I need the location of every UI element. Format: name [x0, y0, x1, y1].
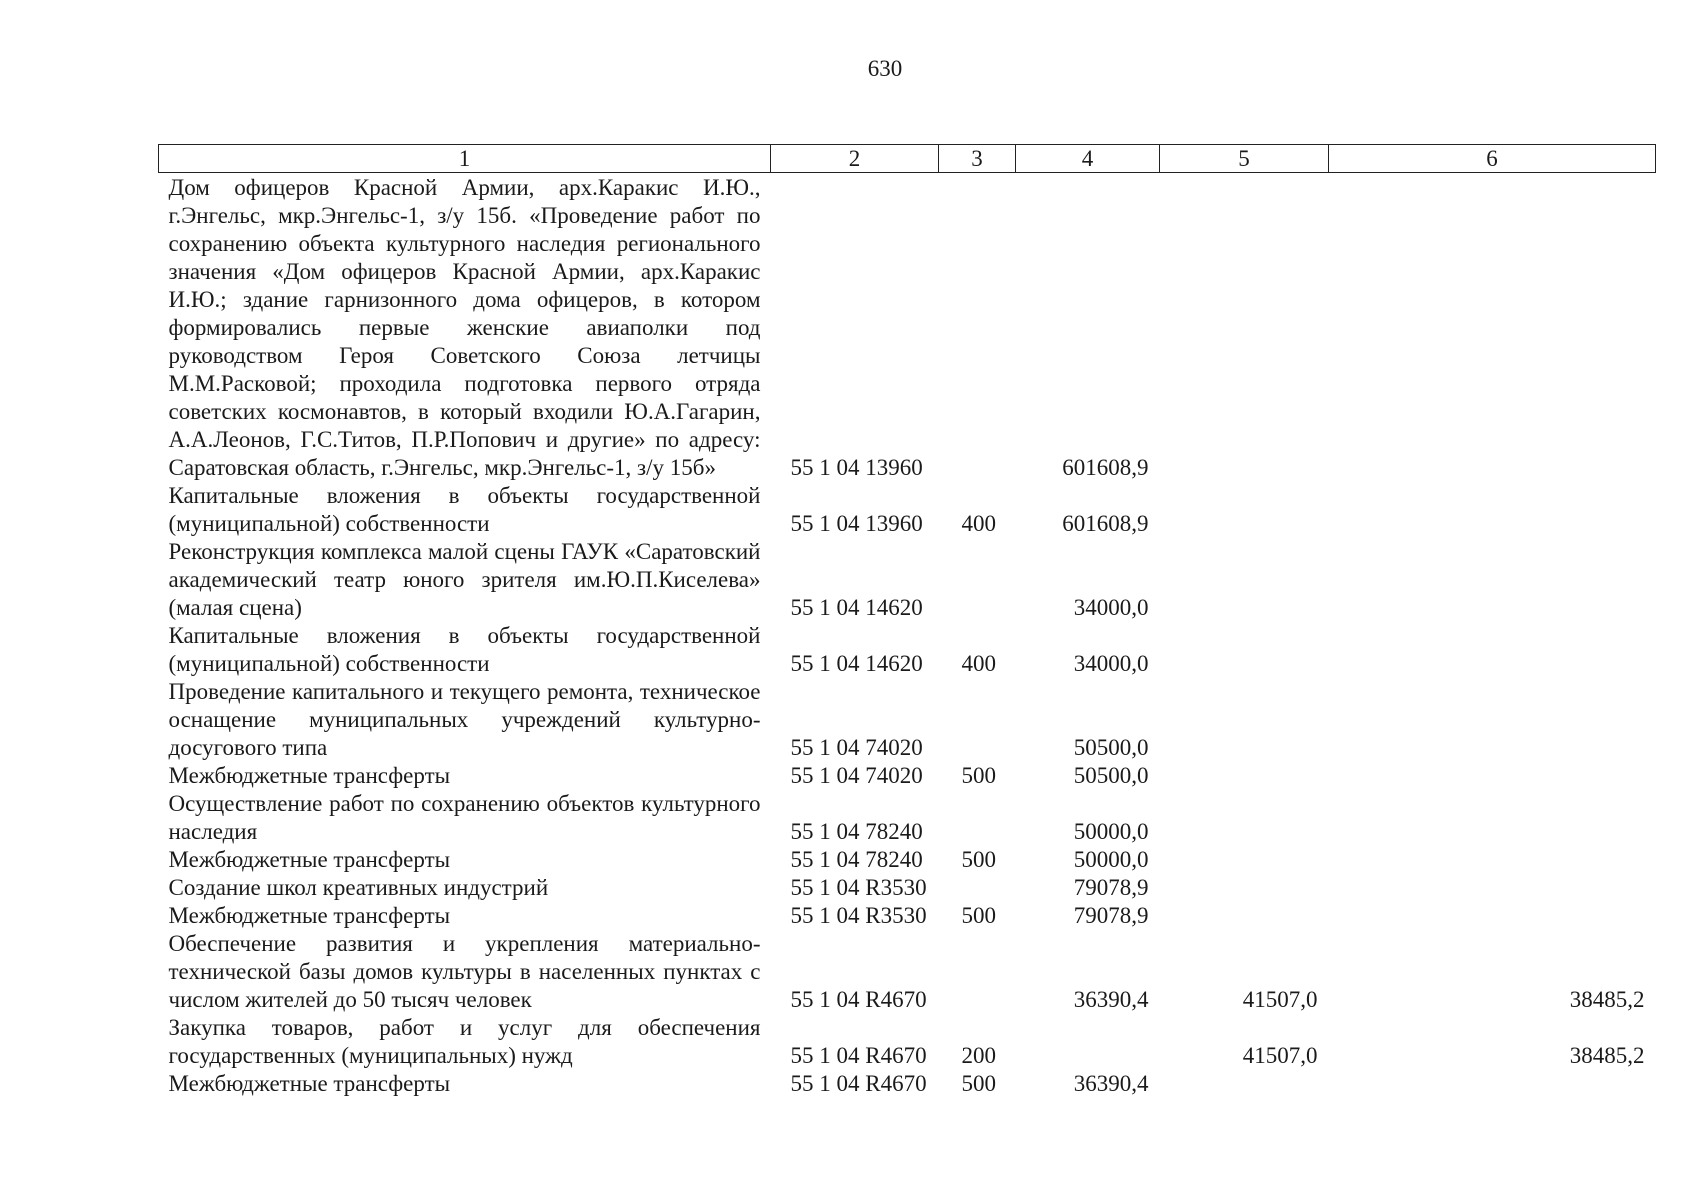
- row-value-4-cell: 601608,9: [1062, 455, 1149, 480]
- row-type-cell: [939, 678, 1016, 762]
- page-number: 630: [867, 56, 903, 81]
- row-value-4-cell: 36390,4: [1073, 987, 1149, 1012]
- row-value-6-cell: 38485,2: [1569, 1043, 1645, 1068]
- header-col-3: 3: [939, 145, 1016, 173]
- row-code-cell: 55 1 04 R4670: [790, 1071, 927, 1096]
- row-type-cell: 400: [961, 511, 996, 536]
- row-code-cell: 55 1 04 R4670: [790, 987, 927, 1012]
- table-row: [159, 930, 1656, 1014]
- row-value-5-cell: [1160, 678, 1329, 762]
- row-value-5-cell: [1160, 790, 1329, 846]
- row-value-6-cell: [1329, 1070, 1656, 1098]
- row-value-6-cell: [1329, 482, 1656, 538]
- row-value-6-cell: [1329, 762, 1656, 790]
- row-value-5-cell: 41507,0: [1242, 1043, 1318, 1068]
- row-name-cell: Реконструкция комплекса малой сцены ГАУК «Саратовский академический театр юного зрителя им.Ю.П.Киселева» (малая сцена): [168, 539, 761, 620]
- row-value-6-cell: [1329, 678, 1656, 762]
- table-row: [159, 1014, 1656, 1070]
- row-code-cell: 55 1 04 78240: [790, 819, 923, 844]
- row-value-5-cell: [1160, 482, 1329, 538]
- row-type-cell: [939, 173, 1016, 483]
- header-col-4: 4: [1016, 145, 1160, 173]
- row-name-cell: Проведение капитального и текущего ремонта, техническое оснащение муниципальных учреждений культурно-досугового типа: [168, 679, 761, 760]
- header-col-2: 2: [771, 145, 939, 173]
- table-row: [159, 762, 1656, 790]
- row-value-5-cell: [1160, 874, 1329, 902]
- row-value-4-cell: 50500,0: [1073, 735, 1149, 760]
- row-value-4-cell: 34000,0: [1073, 595, 1149, 620]
- row-value-6-cell: [1329, 790, 1656, 846]
- row-value-5-cell: [1160, 902, 1329, 930]
- row-type-cell: [939, 790, 1016, 846]
- row-code-cell: 55 1 04 14620: [790, 651, 923, 676]
- row-value-4-cell: 50000,0: [1073, 819, 1149, 844]
- table-header: [159, 145, 1656, 173]
- row-value-5-cell: [1160, 538, 1329, 622]
- row-code-cell: 55 1 04 78240: [790, 847, 923, 872]
- row-code-cell: 55 1 04 R3530: [790, 875, 927, 900]
- row-name-cell: Межбюджетные трансферты: [168, 847, 451, 872]
- row-value-4-cell: 79078,9: [1073, 903, 1149, 928]
- row-code-cell: 55 1 04 74020: [790, 735, 923, 760]
- table-row: [159, 173, 1656, 483]
- row-value-4-cell: 36390,4: [1073, 1071, 1149, 1096]
- row-value-4-cell: 34000,0: [1073, 651, 1149, 676]
- row-type-cell: [939, 874, 1016, 902]
- row-value-6-cell: [1329, 846, 1656, 874]
- table-row: [159, 482, 1656, 538]
- row-type-cell: [939, 930, 1016, 1014]
- row-value-5-cell: [1160, 173, 1329, 483]
- table-row: [159, 622, 1656, 678]
- row-value-5-cell: [1160, 622, 1329, 678]
- table-body: [159, 173, 1656, 1099]
- row-type-cell: 500: [961, 903, 996, 928]
- table-row: [159, 790, 1656, 846]
- header-col-1: 1: [159, 145, 771, 173]
- row-value-4-cell: 601608,9: [1062, 511, 1149, 536]
- row-code-cell: 55 1 04 R3530: [790, 903, 927, 928]
- row-name-cell: Межбюджетные трансферты: [168, 763, 451, 788]
- row-type-cell: [939, 538, 1016, 622]
- header-col-5: 5: [1160, 145, 1329, 173]
- row-value-6-cell: [1329, 874, 1656, 902]
- row-value-4-cell: [1016, 1014, 1160, 1070]
- budget-table: [158, 144, 1656, 1098]
- row-code-cell: 55 1 04 13960: [790, 511, 923, 536]
- row-code-cell: 55 1 04 13960: [790, 455, 923, 480]
- row-value-6-cell: 38485,2: [1569, 987, 1645, 1012]
- row-code-cell: 55 1 04 74020: [790, 763, 923, 788]
- row-value-5-cell: [1160, 762, 1329, 790]
- table-row: [159, 1070, 1656, 1098]
- row-value-5-cell: 41507,0: [1242, 987, 1318, 1012]
- row-value-6-cell: [1329, 902, 1656, 930]
- row-name-cell: Межбюджетные трансферты: [168, 903, 451, 928]
- row-name-cell: Капитальные вложения в объекты государственной (муниципальной) собственности: [168, 623, 761, 676]
- table-row: [159, 538, 1656, 622]
- row-type-cell: 200: [961, 1043, 996, 1068]
- table-row: [159, 846, 1656, 874]
- table-row: [159, 874, 1656, 902]
- row-value-6-cell: [1329, 622, 1656, 678]
- row-type-cell: 500: [961, 1071, 996, 1096]
- row-value-4-cell: 50000,0: [1073, 847, 1149, 872]
- row-code-cell: 55 1 04 14620: [790, 595, 923, 620]
- row-type-cell: 500: [961, 763, 996, 788]
- row-name-cell: Капитальные вложения в объекты государственной (муниципальной) собственности: [168, 483, 761, 536]
- row-value-5-cell: [1160, 846, 1329, 874]
- row-value-4-cell: 50500,0: [1073, 763, 1149, 788]
- row-value-5-cell: [1160, 1070, 1329, 1098]
- row-name-cell: Межбюджетные трансферты: [168, 1071, 451, 1096]
- row-name-cell: Дом офицеров Красной Армии, арх.Каракис И.Ю., г.Энгельс, мкр.Энгельс-1, з/у 15б. «Проведение работ по сохранению объекта культурного наследия регионального значения «Дом офицеров Красной Армии, арх.Каракис И.Ю.; здание гарнизонного дома офицеров, в котором формировались первые женские авиаполки под руководством Героя Советского Союза летчицы М.М.Расковой; проходила подготовка первого отряда советских космонавтов, в который входили Ю.А.Гагарин, А.А.Леонов, Г.С.Титов, П.Р.Попович и другие» по адресу: Саратовская область, г.Энгельс, мкр.Энгельс-1, з/у 15б»: [168, 175, 761, 480]
- row-type-cell: 500: [961, 847, 996, 872]
- row-value-4-cell: 79078,9: [1073, 875, 1149, 900]
- row-type-cell: 400: [961, 651, 996, 676]
- row-name-cell: Обеспечение развития и укрепления материально-технической базы домов культуры в населенных пунктах с числом жителей до 50 тысяч человек: [168, 931, 761, 1012]
- row-name-cell: Создание школ креативных индустрий: [168, 875, 549, 900]
- header-col-6: 6: [1329, 145, 1656, 173]
- row-value-6-cell: [1329, 173, 1656, 483]
- row-name-cell: Осуществление работ по сохранению объектов культурного наследия: [168, 791, 761, 844]
- row-name-cell: Закупка товаров, работ и услуг для обеспечения государственных (муниципальных) нужд: [168, 1015, 761, 1068]
- table-row: [159, 678, 1656, 762]
- table-row: [159, 902, 1656, 930]
- row-code-cell: 55 1 04 R4670: [790, 1043, 927, 1068]
- row-value-6-cell: [1329, 538, 1656, 622]
